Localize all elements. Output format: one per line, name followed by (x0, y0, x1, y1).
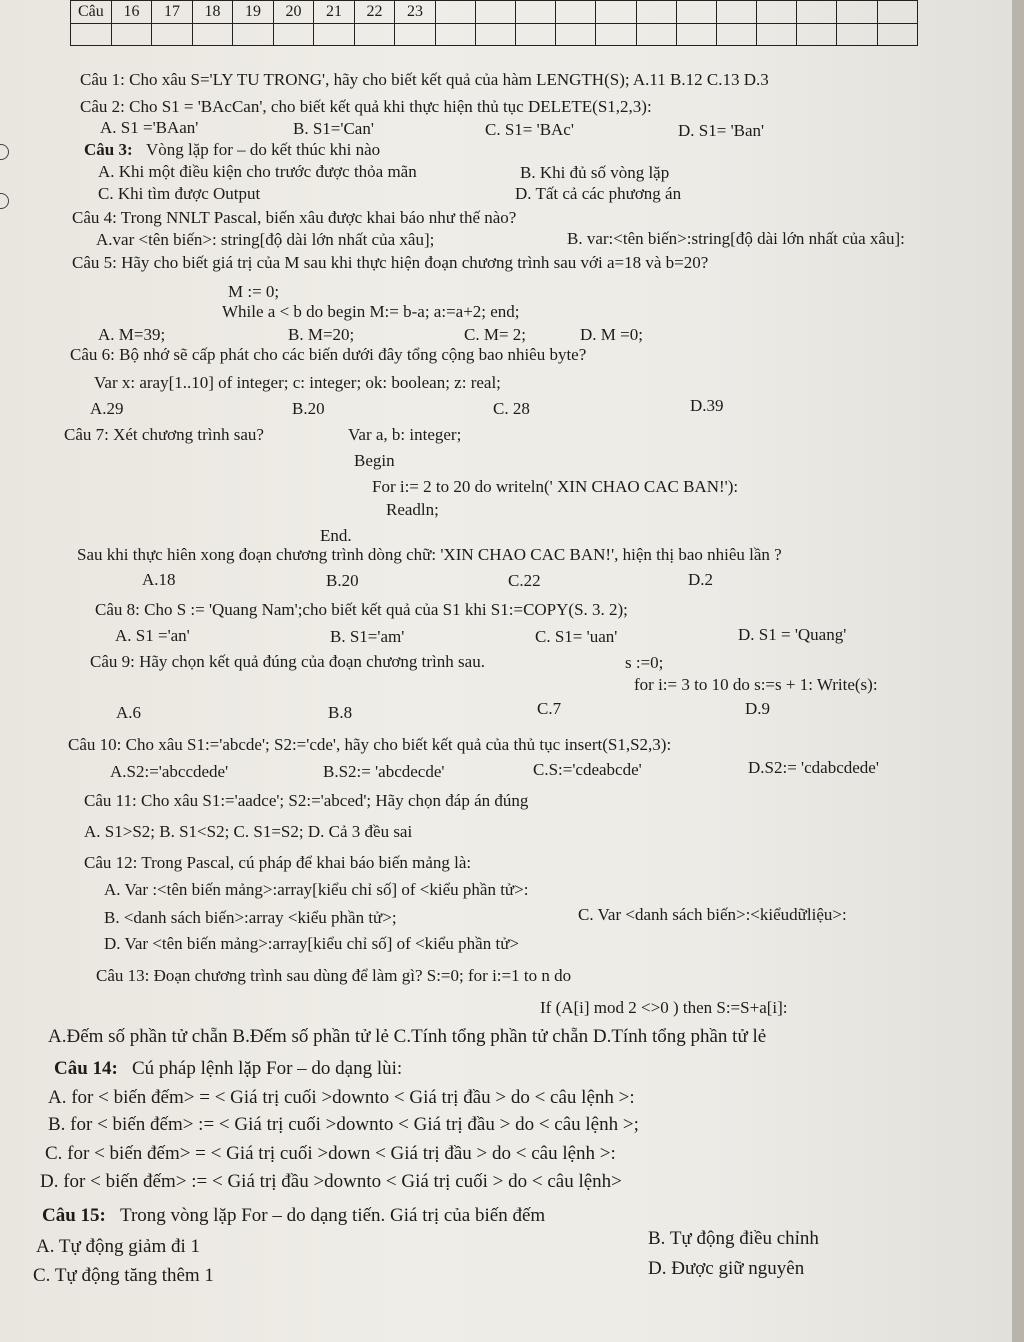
exam-line: B.20 (326, 571, 359, 590)
exam-line: A. Tự động giảm đi 1 (36, 1236, 201, 1257)
exam-line: Câu 10: Cho xâu S1:='abcde'; S2:='cde', hãy cho biết kết quả của thủ tục insert(S1,S2,3): (68, 735, 672, 754)
grid-cell: 16 (111, 1, 152, 24)
grid-cell (354, 23, 395, 46)
grid-cell (314, 23, 355, 46)
exam-line: s :=0; (625, 653, 664, 672)
exam-line: B. S1='am' (330, 627, 405, 646)
exam-line: D. for < biến đếm> := < Giá trị đầu >downto < Giá trị cuối > do < câu lệnh> (40, 1171, 622, 1192)
exam-line: D. S1= 'Ban' (678, 121, 765, 140)
grid-cell (475, 23, 515, 46)
exam-line: B. for < biến đếm> := < Giá trị cuối >downto < Giá trị đầu > do < câu lệnh >; (48, 1114, 639, 1135)
exam-line: B.8 (328, 703, 353, 722)
exam-line: Câu 6: Bộ nhớ sẽ cấp phát cho các biến dưới đây tổng cộng bao nhiêu byte? (70, 345, 587, 364)
exam-line: B. M=20; (288, 325, 355, 344)
exam-line: D.2 (688, 570, 714, 589)
exam-line: Câu 11: Cho xâu S1:='aadce'; S2:='abced'; Hãy chọn đáp án đúng (84, 791, 529, 810)
exam-line: D.S2:= 'cdabcdede' (748, 758, 879, 777)
grid-cell (877, 23, 917, 46)
exam-line: C. Var <danh sách biến>:<kiểudữliệu>: (578, 905, 847, 924)
exam-line: A. for < biến đếm> = < Giá trị cuối >downto < Giá trị đầu > do < câu lệnh >: (48, 1087, 635, 1108)
page-edge (1012, 0, 1024, 1342)
exam-line: Câu 7: Xét chương trình sau? (64, 425, 264, 444)
exam-line: Câu 3: (84, 140, 133, 159)
grid-cell (475, 1, 515, 24)
grid-cell (152, 23, 193, 46)
exam-line: C.22 (508, 571, 541, 590)
exam-line: A. M=39; (98, 325, 166, 344)
grid-cell (596, 23, 636, 46)
grid-cell (111, 23, 152, 46)
exam-line: B. Khi đủ số vòng lặp (520, 163, 670, 182)
exam-line: Câu 5: Hãy cho biết giá trị của M sau khi thực hiện đoạn chương trình sau với a=18 và b=20? (72, 253, 709, 272)
grid-cell (556, 1, 596, 24)
exam-line: C.7 (537, 699, 562, 718)
grid-cell (192, 23, 233, 46)
exam-line: A.6 (116, 703, 142, 722)
exam-line: Readln; (386, 500, 439, 519)
grid-cell (435, 1, 475, 24)
grid-cell (233, 23, 274, 46)
answer-grid (70, 0, 918, 46)
grid-cell (676, 1, 716, 24)
exam-line: C. 28 (493, 399, 530, 418)
exam-line: D. Tất cả các phương án (515, 184, 682, 203)
exam-line: Câu 13: Đoạn chương trình sau dùng để làm gì? S:=0; for i:=1 to n do (96, 966, 572, 985)
exam-line: B. Tự động điều chỉnh (648, 1228, 819, 1249)
grid-cell: 22 (354, 1, 395, 24)
grid-cell (877, 1, 917, 24)
exam-line: A. S1 ='an' (115, 626, 190, 645)
exam-line: Câu 12: Trong Pascal, cú pháp để khai báo biến mảng là: (84, 853, 472, 872)
grid-cell (71, 23, 112, 46)
exam-line: B. <danh sách biến>:array <kiểu phần tử>; (104, 908, 397, 927)
grid-cell: 17 (152, 1, 193, 24)
grid-cell (716, 1, 756, 24)
exam-line: D.9 (745, 699, 771, 718)
exam-line: A. S1>S2; B. S1<S2; C. S1=S2; D. Cả 3 đều sai (84, 822, 413, 841)
grid-cell (797, 23, 837, 46)
exam-line: C.S:='cdeabcde' (533, 760, 642, 779)
exam-line: B.20 (292, 399, 325, 418)
exam-line: Var a, b: integer; (348, 425, 462, 444)
grid-cell (636, 1, 676, 24)
exam-line: Câu 2: Cho S1 = 'BAcCan', cho biết kết quả khi thực hiện thủ tục DELETE(S1,2,3): (80, 97, 652, 116)
grid-cell: 19 (233, 1, 274, 24)
exam-line: A.18 (142, 570, 176, 589)
grid-cell (716, 23, 756, 46)
exam-line: Câu 9: Hãy chọn kết quả đúng của đoạn chương trình sau. (90, 652, 485, 671)
grid-cell (797, 1, 837, 24)
exam-line: Sau khi thực hiên xong đoạn chương trình dòng chữ: 'XIN CHAO CAC BAN!', hiện thị bao nhiêu lần ? (77, 545, 782, 564)
grid-cell (516, 23, 556, 46)
grid-cell: 21 (314, 1, 355, 24)
grid-cell (676, 23, 716, 46)
grid-cell (435, 23, 475, 46)
grid-cell (516, 1, 556, 24)
exam-line: D. Var <tên biến mảng>:array[kiểu chỉ số] of <kiểu phần tử> (104, 934, 519, 953)
exam-line: C. Khi tìm được Output (98, 184, 261, 203)
grid-cell (596, 1, 636, 24)
exam-line: Câu 1: Cho xâu S='LY TU TRONG', hãy cho biết kết quả của hàm LENGTH(S); A.11 B.12 C.13 D.3 (80, 70, 769, 89)
exam-line: Câu 15: (42, 1205, 106, 1226)
exam-line: A.S2:='abccdede' (110, 762, 229, 781)
grid-cell (757, 1, 797, 24)
grid-cell (395, 23, 436, 46)
exam-line: D.39 (690, 396, 724, 415)
exam-line: Vòng lặp for – do kết thúc khi nào (146, 140, 381, 159)
exam-line: Câu 8: Cho S := 'Quang Nam';cho biết kết quả của S1 khi S1:=COPY(S. 3. 2); (95, 600, 628, 619)
exam-line: A.var <tên biến>: string[độ dài lớn nhất của xâu]; (96, 230, 435, 249)
exam-line: If (A[i] mod 2 <>0 ) then S:=S+a[i]: (540, 998, 788, 1017)
exam-line: D. Được giữ nguyên (648, 1258, 805, 1279)
grid-cell: 18 (192, 1, 233, 24)
exam-line: A.29 (90, 399, 124, 418)
exam-line: M := 0; (228, 282, 280, 301)
answer-grid-answer-row (71, 23, 918, 46)
exam-line: C. for < biến đếm> = < Giá trị cuối >down < Giá trị đầu > do < câu lệnh >: (45, 1143, 616, 1164)
grid-cell (757, 23, 797, 46)
exam-line: Trong vòng lặp For – do dạng tiến. Giá trị của biến đếm (120, 1205, 546, 1226)
answer-grid-header-row (71, 1, 918, 24)
exam-line: B. var:<tên biến>:string[độ dài lớn nhất của xâu]: (567, 229, 905, 248)
grid-cell: 20 (273, 1, 314, 24)
grid-cell (837, 23, 877, 46)
exam-line: Câu 14: (54, 1058, 118, 1079)
exam-line: A. Khi một điều kiện cho trước được thỏa mãn (98, 162, 417, 181)
exam-line: Cú pháp lệnh lặp For – do dạng lùi: (132, 1058, 403, 1079)
exam-line: A.Đếm số phần tử chẵn B.Đếm số phần tử lẻ C.Tính tổng phần tử chẵn D.Tính tổng phần tử lẻ (48, 1026, 767, 1047)
exam-line: Var x: aray[1..10] of integer; c: integer; ok: boolean; z: real; (94, 373, 501, 392)
exam-line: B.S2:= 'abcdecde' (323, 762, 445, 781)
grid-cell: 23 (395, 1, 436, 24)
grid-cell (636, 23, 676, 46)
exam-line: C. M= 2; (464, 325, 527, 344)
exam-line: Câu 4: Trong NNLT Pascal, biến xâu được khai báo như thế nào? (72, 208, 517, 227)
exam-line: C. S1= 'uan' (535, 627, 618, 646)
grid-cell (556, 23, 596, 46)
exam-line: Begin (354, 451, 395, 470)
exam-line: D. M =0; (580, 325, 643, 344)
exam-line: for i:= 3 to 10 do s:=s + 1: Write(s): (634, 675, 878, 694)
grid-cell: Câu (71, 1, 112, 24)
exam-line: C. Tự động tăng thêm 1 (33, 1265, 214, 1286)
exam-line: B. S1='Can' (293, 119, 374, 138)
exam-line: A. Var :<tên biến mảng>:array[kiểu chỉ số] of <kiểu phần tử>: (104, 880, 529, 899)
grid-cell (273, 23, 314, 46)
exam-line: End. (320, 526, 352, 545)
exam-line: For i:= 2 to 20 do writeln(' XIN CHAO CAC BAN!'): (372, 477, 739, 496)
grid-cell (837, 1, 877, 24)
exam-line: While a < b do begin M:= b-a; a:=a+2; end; (222, 302, 520, 321)
exam-line: C. S1= 'BAc' (485, 120, 574, 139)
exam-line: A. S1 ='BAan' (100, 118, 199, 137)
exam-line: D. S1 = 'Quang' (738, 625, 847, 644)
